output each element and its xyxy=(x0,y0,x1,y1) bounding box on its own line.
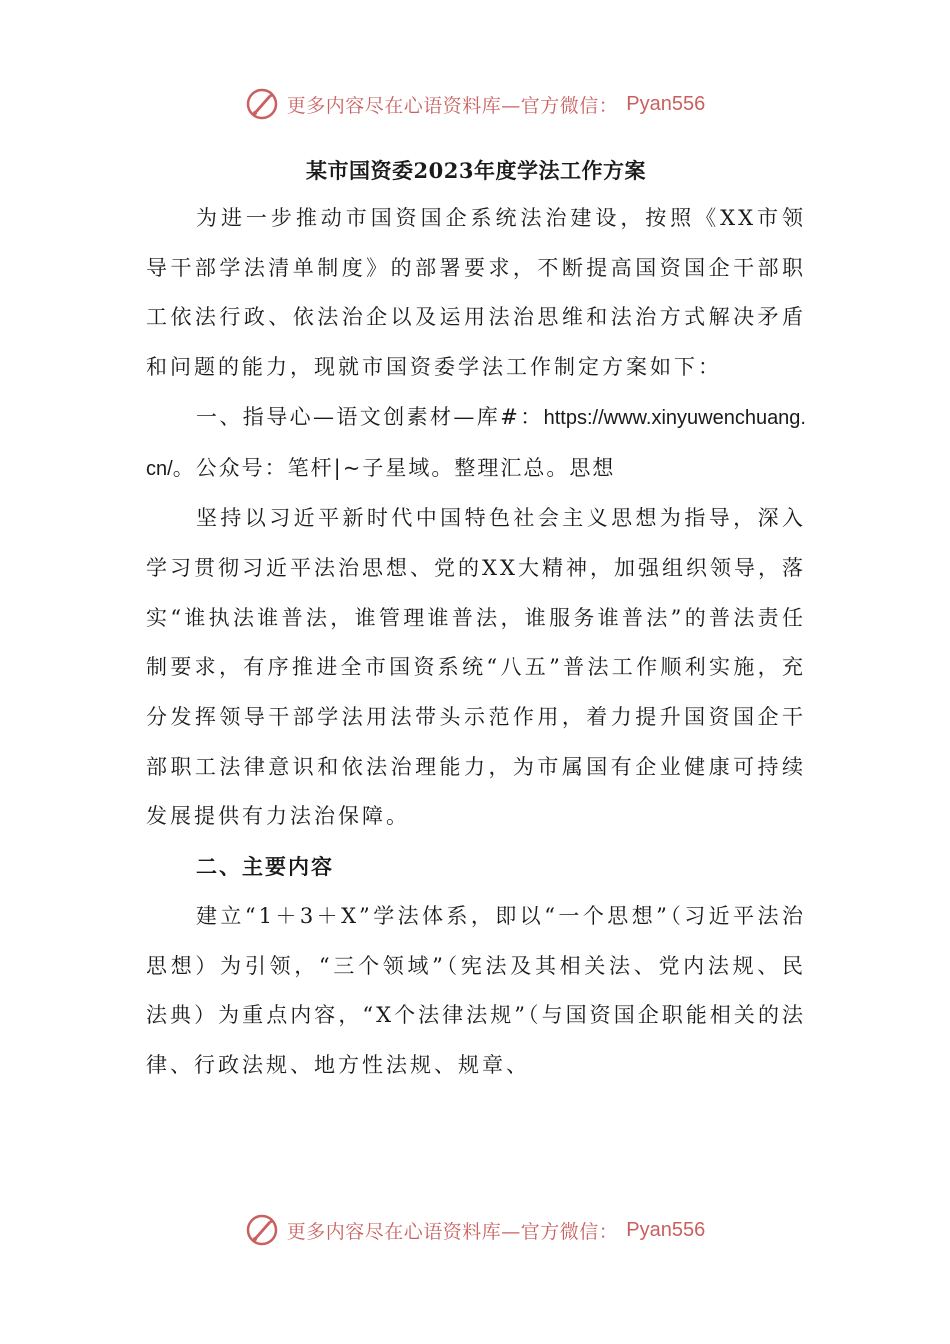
section1-heading-paragraph xyxy=(146,393,806,494)
quill-logo-icon xyxy=(245,87,279,121)
section1-suffix: 。公众号：笔杆|~子星域。整理汇总。思想 xyxy=(172,455,616,480)
watermark-handle: Pyan556 xyxy=(626,92,706,115)
section2-paragraph: 建立“1＋3＋X”学法体系，即以“一个思想”（习近平法治思想）为引领，“三个领域”（宪法及其相关法、党内法规、民法典）为重点内容，“X个法律法规”（与国资国企职能相关的法律、行政法规、地方性法规、规章、 xyxy=(146,903,806,1077)
website-link[interactable]: https://www.xinyuwenchuang.cn/ xyxy=(146,406,806,480)
intro-paragraph: 为进一步推动市国资国企系统法治建设，按照《XX市领导干部学法清单制度》的部署要求，不断提高国资国企干部职工依法行政、依法治企以及运用法治思维和法治方式解决矛盾和问题的能力，现就市国资委学法工作制定方案如下： xyxy=(146,206,806,380)
document-title: 某市国资委2023年度学法工作方案 xyxy=(306,158,646,183)
section1-prefix: 一、指导心—语文创素材—库#： xyxy=(196,404,544,429)
watermark-text: 更多内容尽在心语资料库—官方微信： xyxy=(286,1220,619,1243)
watermark-handle: Pyan556 xyxy=(626,1218,706,1241)
document-body xyxy=(146,148,806,1091)
watermark-banner-top xyxy=(0,82,950,126)
section1-paragraph: 坚持以习近平新时代中国特色社会主义思想为指导，深入学习贯彻习近平法治思想、党的XX大精神，加强组织领导，落实“谁执法谁普法，谁管理谁普法，谁服务谁普法”的普法责任制要求，有序推进全市国资系统“八五”普法工作顺利实施，充分发挥领导干部学法用法带头示范作用，着力提升国资国企干部职工法律意识和依法治理能力，为市属国有企业健康可持续发展提供有力法治保障。 xyxy=(146,506,806,829)
quill-logo-icon xyxy=(245,1213,279,1247)
section2-heading: 二、主要内容 xyxy=(196,854,334,880)
watermark-text: 更多内容尽在心语资料库—官方微信： xyxy=(286,94,619,117)
watermark-banner-bottom xyxy=(0,1208,950,1252)
